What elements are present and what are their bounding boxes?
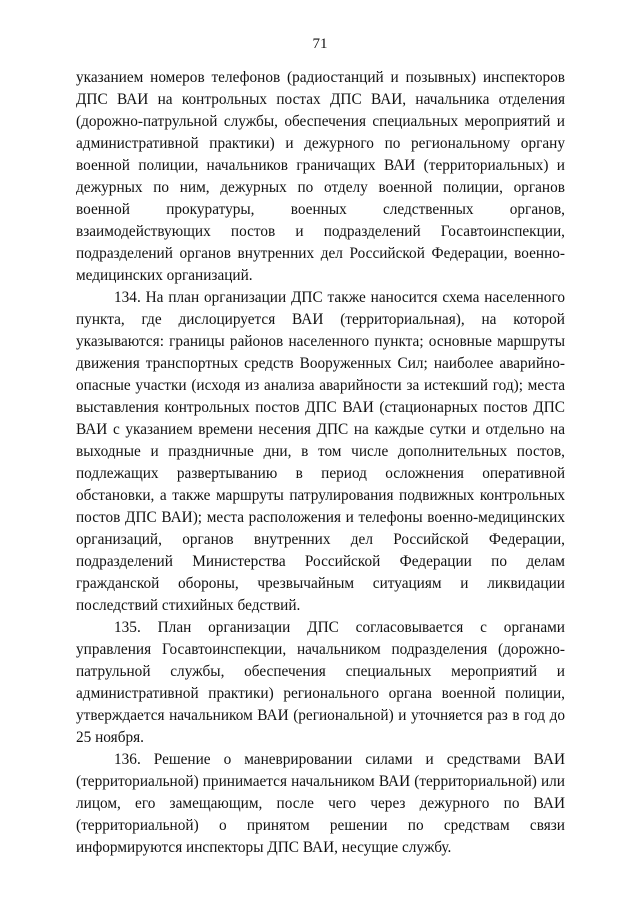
paragraph-135: 135. План организации ДПС согласовывается с органами управления Госавтоинспекции, начальником подразделения (дорожно-патрульной службы, обеспечения специальных мероприятий и административной практики) регионального органа военной полиции, утверждается начальником ВАИ (региональной) и уточняется раз в год до 25 ноября. xyxy=(76,619,565,746)
paragraph-134: 134. На план организации ДПС также наносится схема населенного пункта, где дислоцируется ВАИ (территориальная), на которой указываются: границы районов населенного пункта; основные маршруты движения транспортных средств Вооруженных Сил; наиболее аварийно-опасные участки (исходя из анализа аварийности за истекший год); места выставления контрольных постов ДПС ВАИ (стационарных постов ДПС ВАИ с указанием времени несения ДПС на каждые сутки и отдельно на выходные и праздничные дни, в том числе дополнительных постов, подлежащих развертыванию в период осложнения оперативной обстановки, а также маршруты патрулирования подвижных контрольных постов ДПС ВАИ); места расположения и телефоны военно-медицинских организаций, органов внутренних дел Российской Федерации, подразделений Министерства Российской Федерации по делам гражданской обороны, чрезвычайным ситуациям и ликвидации последствий стихийных бедствий. xyxy=(76,289,565,614)
page-number: 71 xyxy=(312,36,328,52)
document-body xyxy=(76,67,565,859)
paragraph-136: 136. Решение о маневрировании силами и средствами ВАИ (территориальной) принимается начальником ВАИ (территориальной) или лицом, его замещающим, после чего через дежурного по ВАИ (территориальной) о принятом решении по средствам связи информируются инспекторы ДПС ВАИ, несущие службу. xyxy=(76,751,565,856)
paragraph-continuation: указанием номеров телефонов (радиостанций и позывных) инспекторов ДПС ВАИ на контрольных постах ДПС ВАИ, начальника отделения (дорожно-патрульной службы, обеспечения специальных мероприятий и административной практики) и дежурного по региональному органу военной полиции, начальников граничащих ВАИ (территориальных) и дежурных по ним, дежурных по отделу военной полиции, органов военной прокуратуры, военных следственных органов, взаимодействующих постов и подразделений Госавтоинспекции, подразделений органов внутренних дел Российской Федерации, военно-медицинских организаций. xyxy=(76,69,565,284)
